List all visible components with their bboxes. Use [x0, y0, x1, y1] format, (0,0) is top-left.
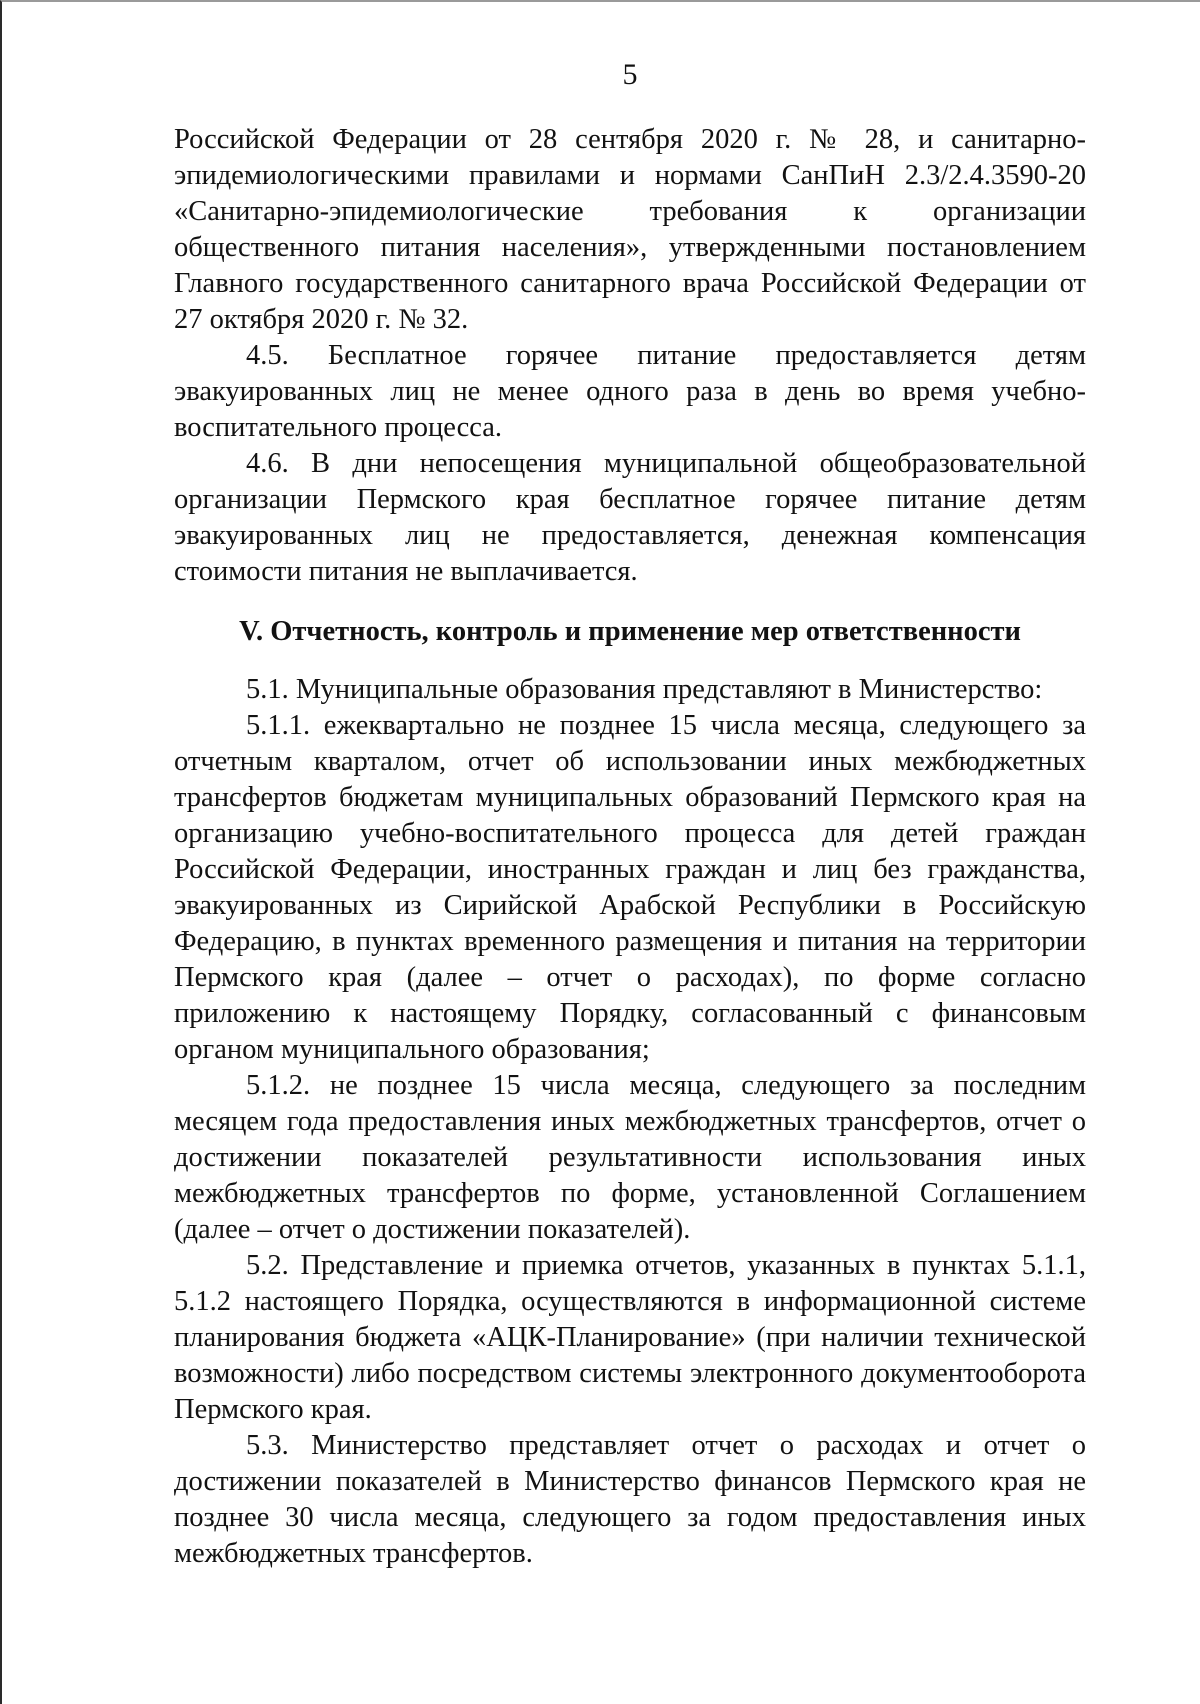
- page-number: 5: [622, 58, 638, 91]
- paragraph-5-3: 5.3. Министерство представляет отчет о расходах и отчет о достижении показателей в Министерство финансов Пермского края не позднее 30 числа месяца, следующего за годом предоставления иных межбюджетных трансфертов.: [174, 1430, 1086, 1569]
- section-heading: V. Отчетность, контроль и применение мер ответственности: [239, 616, 1021, 647]
- paragraph-continuation: Российской Федерации от 28 сентября 2020 г. № 28, и санитарно-эпидемиологическими правилами и нормами СанПиН 2.3/2.4.3590-20 «Санитарно-эпидемиологические требования к организации общественного питания населения», утвержденными постановлением Главного государственного санитарного врача Российской Федерации от 27 октября 2020 г. № 32.: [174, 124, 1086, 335]
- paragraph-5-1-1: 5.1.1. ежеквартально не позднее 15 числа месяца, следующего за отчетным кварталом, отчет об использовании иных межбюджетных трансфертов бюджетам муниципальных образований Пермского края на организацию учебно-воспитательного процесса для детей граждан Российской Федерации, иностранных граждан и лиц без гражданства, эвакуированных из Сирийской Арабской Республики в Российскую Федерацию, в пунктах временного размещения и питания на территории Пермского края (далее – отчет о расходах), по форме согласно приложению к настоящему Порядку, согласованный с финансовым органом муниципального образования;: [174, 710, 1086, 1065]
- paragraph-5-1: 5.1. Муниципальные образования представляют в Министерство:: [246, 674, 1043, 705]
- paragraph-5-1-2: 5.1.2. не позднее 15 числа месяца, следующего за последним месяцем года предоставления иных межбюджетных трансфертов, отчет о достижении показателей результативности использования иных межбюджетных трансфертов по форме, установленной Соглашением (далее – отчет о достижении показателей).: [174, 1070, 1086, 1245]
- document-body: [174, 122, 1086, 1572]
- paragraph-5-2: 5.2. Представление и приемка отчетов, указанных в пунктах 5.1.1, 5.1.2 настоящего Порядка, осуществляются в информационной системе планирования бюджета «АЦК-Планирование» (при наличии технической возможности) либо посредством системы электронного документооборота Пермского края.: [174, 1250, 1086, 1425]
- paragraph-4-6: 4.6. В дни непосещения муниципальной общеобразовательной организации Пермского края бесплатное горячее питание детям эвакуированных лиц не предоставляется, денежная компенсация стоимости питания не выплачивается.: [174, 448, 1086, 587]
- paragraph-4-5: 4.5. Бесплатное горячее питание предоставляется детям эвакуированных лиц не менее одного раза в день во время учебно-воспитательного процесса.: [174, 340, 1086, 443]
